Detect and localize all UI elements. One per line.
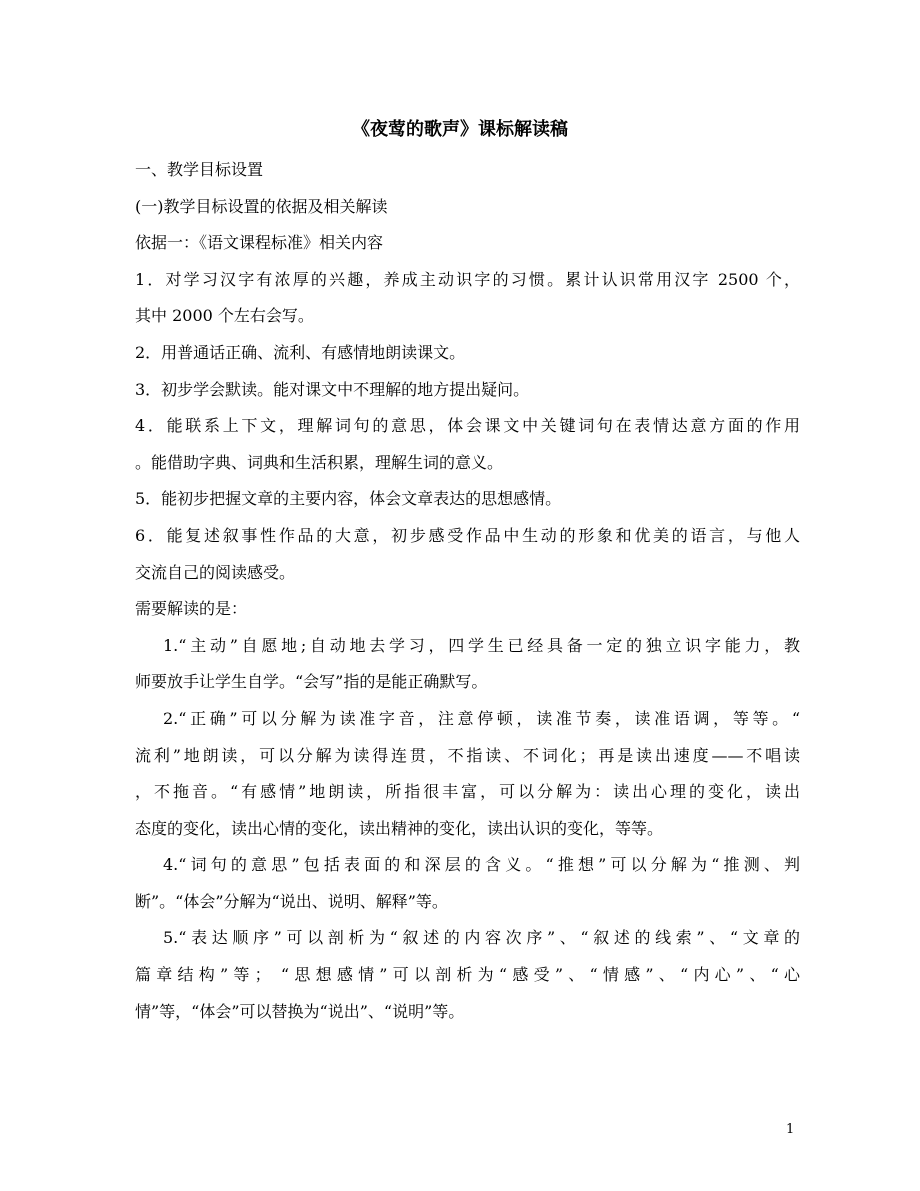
text-line: ，不拖音。“有感情”地朗读，所指很丰富，可以分解为：读出心理的变化，读出	[135, 782, 800, 802]
text-line: 态度的变化，读出心情的变化，读出精神的变化，读出认识的变化，等等。	[135, 818, 664, 838]
text-line: 1.“主动”自愿地;自动地去学习，四学生已经具备一定的独立识字能力，教	[163, 635, 800, 655]
text-line: 1．对学习汉字有浓厚的兴趣，养成主动识字的习惯。累计认识常用汉字 2500 个，	[135, 269, 800, 289]
text-line: 流利”地朗读，可以分解为读得连贯，不指读、不词化；再是读出速度——不唱读	[135, 745, 800, 765]
text-line: 断”。“体会”分解为“说出、说明、解释”等。	[135, 891, 448, 911]
text-line: 篇章结构”等； “思想感情”可以剖析为“感受”、“情感”、“内心”、“心	[135, 965, 800, 985]
document-body	[135, 152, 800, 1030]
text-line: 5．能初步把握文章的主要内容，体会文章表达的思想感情。	[135, 489, 562, 509]
text-line: 3．初步学会默读。能对课文中不理解的地方提出疑问。	[135, 379, 530, 399]
text-line: 6．能复述叙事性作品的大意，初步感受作品中生动的形象和优美的语言，与他人	[135, 525, 800, 545]
text-line: 交流自己的阅读感受。	[135, 562, 296, 582]
interpretation-heading: 需要解读的是：	[135, 599, 248, 619]
text-line: 师要放手让学生自学。“会写”指的是能正确默写。	[135, 672, 488, 692]
text-line: 2．用普通话正确、流利、有感情地朗读课文。	[135, 342, 466, 362]
section-heading: 一、教学目标设置	[135, 160, 264, 179]
text-line: 其中 2000 个左右会写。	[135, 306, 314, 326]
subsection-heading: (一)教学目标设置的依据及相关解读	[135, 196, 388, 216]
text-line: 4．能联系上下文，理解词句的意思，体会课文中关键词句在表情达意方面的作用	[135, 416, 800, 436]
text-line: 4.“词句的意思”包括表面的和深层的含义。“推想”可以分解为“推测、判	[163, 855, 800, 875]
text-line: 。能借助字典、词典和生活积累，理解生词的意义。	[135, 452, 504, 472]
text-line: 情”等，“体会”可以替换为“说出”、“说明”等。	[135, 1001, 465, 1021]
document-title: 《夜莺的歌声》课标解读稿	[352, 119, 568, 140]
text-line: 2.“正确”可以分解为读准字音，注意停顿，读准节奏，读准语调，等等。“	[163, 708, 800, 728]
text-line: 5.“表达顺序”可以剖析为“叙述的内容次序”、“叙述的线索”、“文章的	[163, 928, 800, 948]
page-number: 1	[786, 1122, 795, 1137]
basis-heading: 依据一：《语文课程标准》相关内容	[135, 233, 384, 253]
